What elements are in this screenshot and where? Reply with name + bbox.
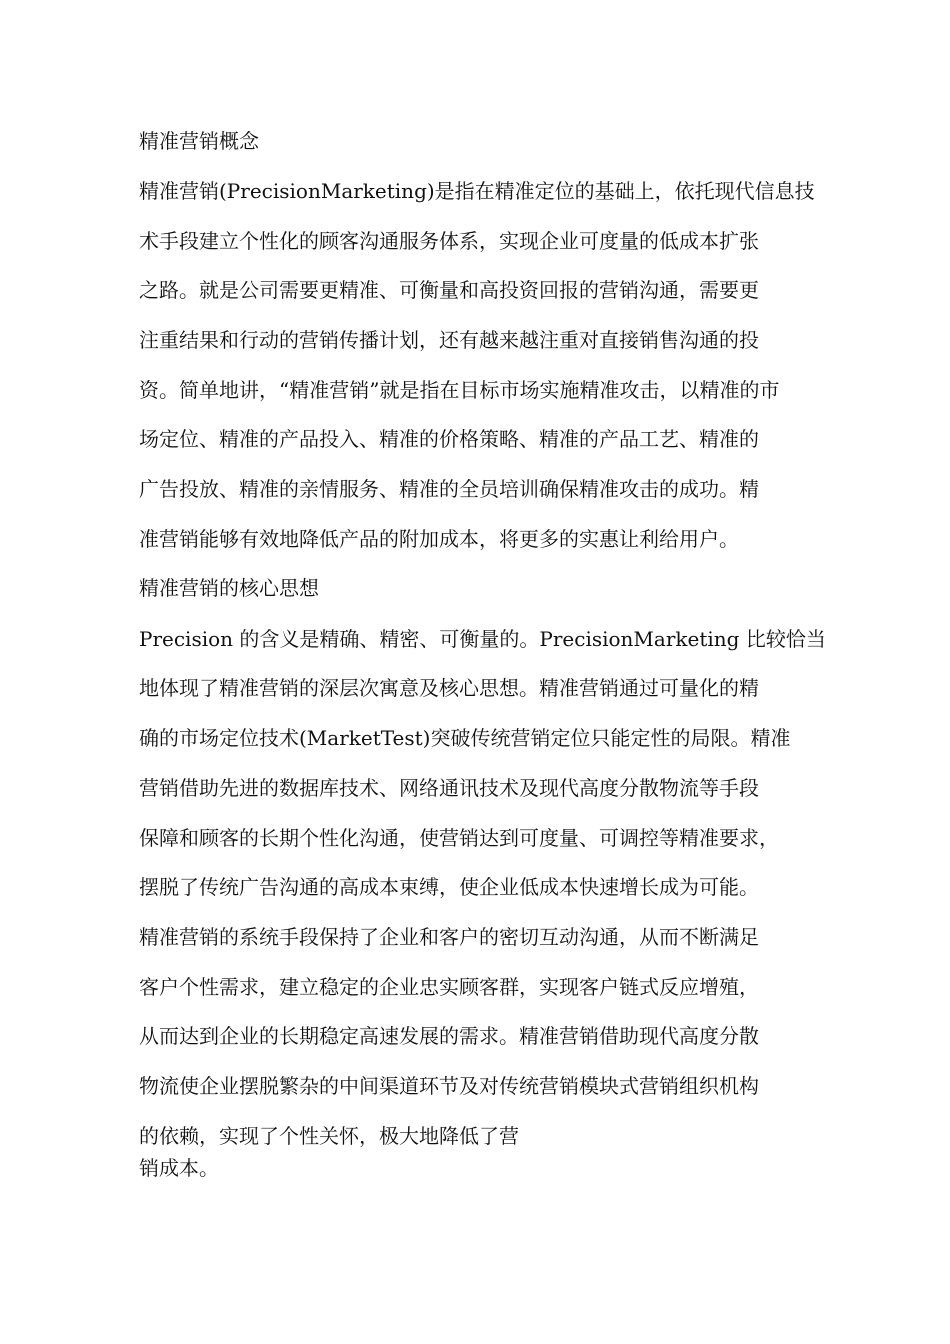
paragraph-line: 准营销能够有效地降低产品的附加成本，将更多的实惠让利给用户。 <box>139 527 739 551</box>
paragraph-line: Precision 的含义是精确、精密、可衡量的。PrecisionMarketing 比较恰当 <box>139 627 826 651</box>
paragraph-line: 注重结果和行动的营销传播计划，还有越来越注重对直接销售沟通的投 <box>139 328 759 352</box>
paragraph-line: 场定位、精准的产品投入、精准的价格策略、精准的产品工艺、精准的 <box>139 427 759 451</box>
paragraph-line: 客户个性需求，建立稳定的企业忠实顾客群，实现客户链式反应增殖， <box>139 975 759 999</box>
paragraph-line: 物流使企业摆脱繁杂的中间渠道环节及对传统营销模块式营销组织机构 <box>139 1074 759 1098</box>
paragraph-line: 保障和顾客的长期个性化沟通，使营销达到可度量、可调控等精准要求， <box>139 826 779 850</box>
heading-concept: 精准营销概念 <box>139 129 259 153</box>
paragraph-line: 精准营销(PrecisionMarketing)是指在精准定位的基础上，依托现代信息技 <box>139 179 815 203</box>
paragraph-line: 销成本。 <box>139 1156 219 1180</box>
paragraph-line: 确的市场定位技术(MarketTest)突破传统营销定位只能定性的局限。精准 <box>139 726 791 750</box>
paragraph-line: 精准营销的系统手段保持了企业和客户的密切互动沟通，从而不断满足 <box>139 925 759 949</box>
paragraph-line: 广告投放、精准的亲情服务、精准的全员培训确保精准攻击的成功。精 <box>139 477 759 501</box>
paragraph-line: 资。简单地讲，“精准营销”就是指在目标市场实施精准攻击，以精准的市 <box>139 378 780 402</box>
paragraph-line: 术手段建立个性化的顾客沟通服务体系，实现企业可度量的低成本扩张 <box>139 229 759 253</box>
paragraph-line: 之路。就是公司需要更精准、可衡量和高投资回报的营销沟通，需要更 <box>139 278 759 302</box>
paragraph-line: 的依赖，实现了个性关怀，极大地降低了营 <box>139 1124 519 1148</box>
paragraph-line: 地体现了精准营销的深层次寓意及核心思想。精准营销通过可量化的精 <box>139 676 759 700</box>
paragraph-line: 从而达到企业的长期稳定高速发展的需求。精准营销借助现代高度分散 <box>139 1024 759 1048</box>
heading-core-idea: 精准营销的核心思想 <box>139 576 319 600</box>
paragraph-line: 摆脱了传统广告沟通的高成本束缚，使企业低成本快速增长成为可能。 <box>139 875 759 899</box>
paragraph-line: 营销借助先进的数据库技术、网络通讯技术及现代高度分散物流等手段 <box>139 776 759 800</box>
